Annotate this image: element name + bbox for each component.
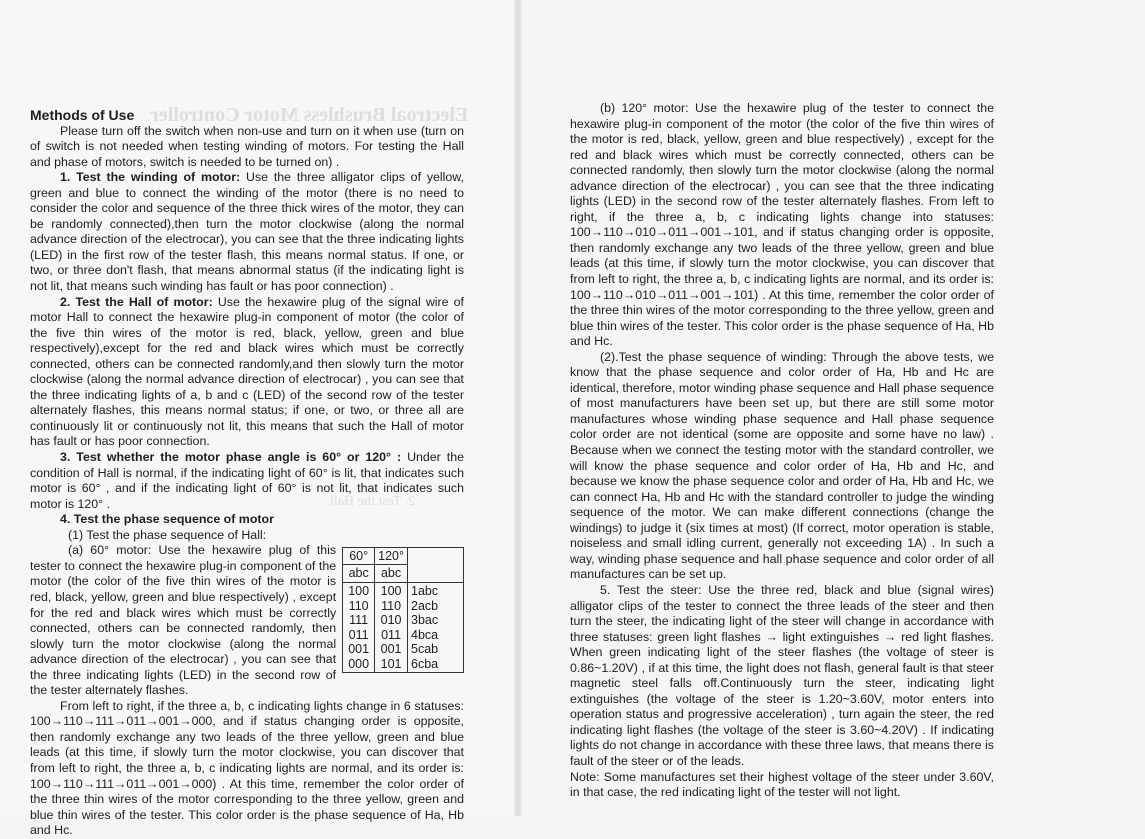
hall-status-table: [342, 547, 464, 673]
phase-angle-heading: 3. Test whether the motor phase angle is 60° or 120° :: [60, 450, 402, 465]
hall-test-heading: 2. Test the Hall of motor:: [60, 294, 213, 309]
sixty-motor-block: [30, 543, 464, 838]
sixty-motor-status-paragraph: From left to right, if the three a, b, c indicating lights change in 6 statuses: 100→110→111→011→001→000, and if status changing order is opposite, then randomly exchange any two leads of the three yellow, green and blue leads (at this time, if slowly turn the motor clockwise, you can discover that from left to right, the three a, b, c indicating lights are normal, and its order is: 100→110→111→011→001→000) . At this time, remember the color order of the three thin wires of the motor corresponding to the three yellow, green and blue thin wires of the tester. This color order is the phase sequence of Ha, Hb and Hc.: [30, 698, 464, 838]
bleed-through-title: Electroal Brushless Motor Controller: [150, 104, 469, 126]
table-abc-60: abc: [343, 565, 375, 583]
hundred-twenty-motor-paragraph: (b) 120° motor: Use the hexawire plug of the tester to connect the hexawire plug-in component of the motor (the color of the five thin wires of the motor is red, black, yellow, green and blue respectively) , except for the red and black wires which must be correctly connected, others can be connected randomly, then slowly turn the motor clockwise (along the normal advance direction of the electrocar) , you can see that the three indicating lights (LED) in the second row of the tester alternately flashes. From left to right, if the three a, b, c indicating lights change into statuses: 100→110→010→011→001→101, and if status changing order is opposite, then randomly exchange any two leads of the three yellow, green and blue leads (at this time, if slowly turn the motor clockwise, you can discover that from left to right, the three a, b, c indicating lights are normal, and its order is: 100→110→010→011→001→101) . At this time, remember the color order of the three thin wires of the motor corresponding to the three yellow, green and blue thin wires of the tester. This color order is the phase sequence of Ha, Hb and Hc.: [570, 101, 994, 349]
right-column: [570, 101, 994, 801]
intro-paragraph: Please turn off the switch when non-use and turn on it when use (turn on of switch is not needed when testing winding of motors. For testing the Hall and phase of motors, switch is needed to be turned on) .: [30, 123, 464, 169]
phase-angle-body: Under the condition of Hall is normal, if the indicating light of 60° is lit, that indicates such motor is 60° , and if the indicating light of 60° is not lit, that indicates such motor is 120° .: [30, 450, 464, 511]
table-abc-120: abc: [375, 565, 408, 583]
page-fold: [514, 0, 522, 816]
winding-test-paragraph: [30, 170, 464, 294]
table-col-60: 100 110 111 011 001 000: [343, 583, 375, 673]
steer-test-paragraph: 5. Test the steer: Use the three red, black and blue (signal wires) alligator clips of the tester to connect the three leads of the steer and then turn the steer, the indicating light of the steer will change in accordance with three statuses: green light flashes → light extinguishes → red light flashes. When green indicating light of the steer flashes (the voltage of steer is 0.86~1.20V) , if at this time, the light does not flash, general fault is that steer magnetic steel falls off.Continuously turn the steer, indicating light extinguishes (the voltage of the steer is 1.20~3.60V, motor enters into operation status and progressive acceleration) , turn again the steer, the red indicating light flashes (the voltage of the steer is 3.60~4.20V) . If indicating lights do not change in accordance with these three laws, that means there is fault of the steer or of the leads.: [570, 582, 994, 768]
table-col-sequence: 1abc 2acb 3bac 4bca 5cab 6cba: [408, 583, 464, 673]
winding-sequence-paragraph: (2).Test the phase sequence of winding: Through the above tests, we know that the phase sequence and color order of Ha, Hb and Hc are identical, therefore, motor winding phase sequence and Hall phase sequence of most manufacturers have been set up, but there are still some motor manufactures whose winding phase sequence and Hall phase sequence color order are not identical (some are opposite and some have no law) . Because when we connect the testing motor with the standard controller, we will know the phase sequence and color order of Ha, Hb and Hc, and because we know the phase sequence color and order of Ha, Hb and Hc, we can connect Ha, Hb and Hc with the standard controller to judge the winding sequence of the motor. We can make different connections (change the windings) to judge it (six times at most) (If correct, motor operation is stable, noiseless and small idling current, generally not exceeding 1A) . In such a way, winding phase sequence and hall phase sequence and color order of all manufactures can be set up.: [570, 349, 994, 582]
winding-test-heading: 1. Test the winding of motor:: [60, 170, 241, 185]
left-column: [30, 108, 464, 839]
hall-test-body: Use the hexawire plug of the signal wire of motor Hall to connect the hexawire plug-in component of motor (the color of the five thin wires of the motor is red, black, yellow, green and blue respectively),except for the red and black wires which must be correctly connected, others can be connected randomly,and then slowly turn the motor clockwise (along the normal advance direction of electrocar) , you can see that the three indicating lights of a, b and c (LED) of the second row of the tester alternately flashes, this means normal status; if one, or two, or three all are continuously lit or continuously not lit, this means that such the Hall of motor has fault or has poor connection.: [30, 294, 464, 449]
table-blank-cell: [408, 548, 464, 583]
hall-sequence-subheading: (1) Test the phase sequence of Hall:: [68, 527, 267, 542]
table-row: [343, 583, 464, 673]
section-title: Methods of Use: [30, 107, 135, 123]
phase-sequence-heading: 4. Test the phase sequence of motor: [60, 512, 274, 527]
phase-angle-paragraph: [30, 450, 464, 512]
bleed-through-text: 2. Test the Hall: [330, 494, 416, 509]
winding-test-body: Use the three alligator clips of yellow, green and blue to connect the winding of the motor (there is no need to consider the color and sequence of the three thick wires of the motor, they can be randomly connected),then turn the motor clockwise (along the normal advance direction of the electrocar), you can see that the three indicating lights (LED) in the first row of the tester flash, this means normal status. If one, or two, or three don't flash, that means abnormal status (if the indicating light is not lit, that means such winding has fault or has poor connection) .: [30, 170, 465, 294]
note-paragraph: Note: Some manufactures set their highest voltage of the steer under 3.60V, in that case, the red indicating light of the tester will not light.: [570, 769, 994, 800]
table-header-120: 120°: [375, 548, 408, 565]
sixty-motor-paragraph: (a) 60° motor: Use the hexawire plug of this tester to connect the hexawire plug-in component of the motor (the color of the five thin wires of the motor is red, black, yellow, green and blue respectively) , except for the red and black wires which must be correctly connected, others can be connected randomly, then slowly turn the motor clockwise (along the normal advance direction of the electrocar) , you can see that the three indicating lights (LED) in the second row of the tester alternately flashes.: [30, 543, 337, 698]
table-row: [343, 548, 464, 565]
table-header-60: 60°: [343, 548, 375, 565]
hall-test-paragraph: [30, 295, 464, 450]
table-col-120: 100 110 010 011 001 101: [375, 583, 408, 673]
